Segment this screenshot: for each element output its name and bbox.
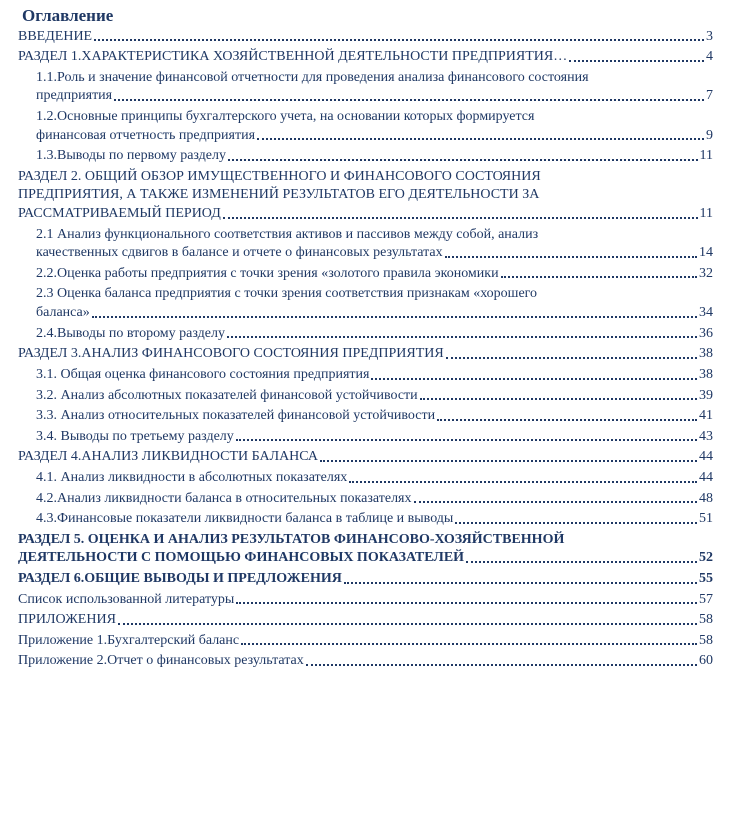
toc-entry-last-line — [18, 652, 713, 671]
toc-leader-dots — [94, 38, 704, 41]
toc-page-number: 32 — [699, 265, 713, 281]
toc-page-number: 58 — [699, 612, 713, 628]
toc-page-number: 4 — [706, 49, 713, 65]
toc-page-number: 3 — [706, 28, 713, 44]
toc-entry-text: 3.4. Выводы по третьему разделу — [36, 428, 234, 444]
toc-leader-dots — [446, 356, 697, 359]
toc-leader-dots — [445, 255, 697, 258]
toc-leader-dots — [414, 500, 698, 503]
toc-entry-last-line — [36, 127, 713, 146]
toc-page-number: 41 — [699, 408, 713, 424]
toc-entry-last-line — [36, 265, 713, 284]
toc-entry[interactable] — [18, 510, 713, 529]
toc-leader-dots — [420, 397, 697, 400]
toc-entry-last-line — [18, 448, 713, 467]
toc-page-number: 48 — [699, 490, 713, 506]
toc-page-number: 44 — [699, 469, 713, 485]
toc-page-number: 39 — [699, 387, 713, 403]
toc-entry-text: РАЗДЕЛ 1.ХАРАКТЕРИСТИКА ХОЗЯЙСТВЕННОЙ ДЕЯТЕЛЬНОСТИ ПРЕДПРИЯТИЯ… — [18, 49, 568, 65]
toc-page-number: 52 — [699, 550, 713, 566]
toc-leader-dots — [236, 601, 697, 604]
toc-page-number: 7 — [706, 88, 713, 104]
toc-entry[interactable] — [18, 611, 713, 630]
toc-entry-text: 2.4.Выводы по второму разделу — [36, 325, 225, 341]
toc-page-number: 9 — [706, 127, 713, 143]
toc-entry-last-line — [36, 428, 713, 447]
toc-entry[interactable] — [18, 448, 713, 467]
toc-page-number: 60 — [699, 653, 713, 669]
toc-entry[interactable] — [18, 387, 713, 406]
toc-entry-text: РАЗДЕЛ 3.АНАЛИЗ ФИНАНСОВОГО СОСТОЯНИЯ ПРЕДПРИЯТИЯ — [18, 346, 444, 362]
toc-page-number: 58 — [699, 632, 713, 648]
toc-entry-last-line — [36, 325, 713, 344]
toc-entry-last-line — [18, 345, 713, 364]
toc-leader-dots — [569, 59, 704, 62]
toc-entry-last-line — [18, 205, 713, 224]
toc-entry-text: 1.3.Выводы по первому разделу — [36, 148, 227, 164]
toc-entry-text: ВВЕДЕНИЕ — [18, 28, 93, 44]
toc-entry-text: финансовая отчетность предприятия — [36, 127, 256, 143]
toc-page-number: 36 — [699, 325, 713, 341]
toc-entry[interactable] — [18, 168, 713, 224]
toc-entry-text: Приложение 2.Отчет о финансовых результатах — [18, 653, 304, 669]
toc-entry-last-line — [18, 549, 713, 568]
toc-entry[interactable] — [18, 226, 713, 263]
toc-leader-dots — [227, 335, 697, 338]
toc-leader-dots — [437, 418, 697, 421]
toc-page-number: 34 — [699, 305, 713, 321]
toc-entry-text: качественных сдвигов в балансе и отчете о финансовых результатах — [36, 245, 443, 261]
toc-entry[interactable] — [18, 407, 713, 426]
toc-entry-text: РАССМАТРИВАЕМЫЙ ПЕРИОД — [18, 206, 221, 222]
toc-entry-last-line — [36, 244, 713, 263]
toc-leader-dots — [320, 459, 697, 462]
toc-entry-last-line — [36, 469, 713, 488]
toc-page-number: 38 — [699, 346, 713, 362]
toc-page-number: 55 — [699, 571, 713, 586]
toc-entry-text: ПРИЛОЖЕНИЯ — [18, 612, 116, 628]
toc-entry[interactable] — [18, 469, 713, 488]
toc-entry[interactable] — [18, 591, 713, 610]
toc-leader-dots — [257, 137, 704, 140]
toc-leader-dots — [236, 438, 697, 441]
toc-entry-text: 2.2.Оценка работы предприятия с точки зрения «золотого правила экономики — [36, 265, 499, 281]
toc-entry[interactable] — [18, 345, 713, 364]
toc-entry[interactable] — [18, 108, 713, 145]
toc-entry[interactable] — [18, 531, 713, 568]
toc-page-number: 14 — [699, 245, 713, 261]
toc-entry-line: 2.1 Анализ функционального соответствия активов и пассивов между собой, анализ — [36, 226, 539, 242]
toc-leader-dots — [114, 98, 704, 101]
toc-entry-text: 3.3. Анализ относительных показателей финансовой устойчивости — [36, 408, 436, 424]
toc-leader-dots — [466, 560, 697, 563]
toc-entry-text: 4.2.Анализ ликвидности баланса в относительных показателях — [36, 490, 412, 506]
toc-leader-dots — [501, 275, 697, 278]
toc-entry[interactable] — [18, 69, 713, 106]
toc-entry-text: ДЕЯТЕЛЬНОСТИ С ПОМОЩЬЮ ФИНАНСОВЫХ ПОКАЗАТЕЛЕЙ — [18, 550, 465, 566]
toc-entry-text: РАЗДЕЛ 6.ОБЩИЕ ВЫВОДЫ И ПРЕДЛОЖЕНИЯ — [18, 571, 342, 586]
toc-leader-dots — [306, 663, 697, 666]
toc-entry-text: РАЗДЕЛ 4.АНАЛИЗ ЛИКВИДНОСТИ БАЛАНСА — [18, 449, 319, 465]
toc-page-number: 44 — [699, 449, 713, 465]
toc-entry-line: 1.1.Роль и значение финансовой отчетности для проведения анализа финансового состояния — [36, 69, 589, 85]
toc-entry-last-line — [36, 490, 713, 509]
toc-entry-last-line — [18, 632, 713, 651]
toc-entry-last-line — [36, 366, 713, 385]
toc-entry-text: Приложение 1.Бухгалтерский баланс — [18, 632, 240, 648]
toc-entry-line: ПРЕДПРИЯТИЯ, А ТАКЖЕ ИЗМЕНЕНИЙ РЕЗУЛЬТАТОВ ЕГО ДЕЯТЕЛЬНОСТИ ЗА — [18, 187, 540, 203]
toc-entry-line: РАЗДЕЛ 2. ОБЩИЙ ОБЗОР ИМУЩЕСТВЕННОГО И ФИНАНСОВОГО СОСТОЯНИЯ — [18, 168, 541, 184]
toc-entry-last-line — [36, 304, 713, 323]
toc-entry-text: 3.1. Общая оценка финансового состояния предприятия — [36, 366, 370, 382]
toc-page-number: 51 — [699, 511, 713, 527]
toc-entry-last-line — [36, 147, 713, 166]
toc-entry-last-line — [36, 87, 713, 106]
toc-entry-last-line — [36, 407, 713, 426]
toc-entry-line: РАЗДЕЛ 5. ОЦЕНКА И АНАЛИЗ РЕЗУЛЬТАТОВ ФИНАНСОВО-ХОЗЯЙСТВЕННОЙ — [18, 531, 565, 547]
toc-entry-text: 3.2. Анализ абсолютных показателей финансовой устойчивости — [36, 387, 418, 403]
table-of-contents — [18, 28, 713, 672]
toc-entry-line: 2.3 Оценка баланса предприятия с точки зрения соответствия признакам «хорошего — [36, 286, 538, 302]
toc-entry[interactable] — [18, 490, 713, 509]
toc-entry[interactable] — [18, 265, 713, 284]
toc-entry[interactable] — [18, 366, 713, 385]
toc-entry-text: 4.3.Финансовые показатели ликвидности баланса в таблице и выводы — [36, 511, 454, 527]
toc-entry-last-line — [36, 387, 713, 406]
toc-entry[interactable] — [18, 632, 713, 651]
toc-entry[interactable] — [18, 147, 713, 166]
toc-entry[interactable] — [18, 570, 713, 589]
toc-leader-dots — [349, 480, 697, 483]
toc-leader-dots — [371, 377, 697, 380]
toc-entry-line: 1.2.Основные принципы бухгалтерского учета, на основании которых формируется — [36, 108, 535, 124]
toc-entry[interactable] — [18, 428, 713, 447]
toc-entry[interactable] — [18, 285, 713, 322]
toc-leader-dots — [92, 315, 697, 318]
toc-entry-last-line — [18, 570, 713, 589]
toc-leader-dots — [228, 158, 698, 161]
toc-page-number: 57 — [699, 591, 713, 607]
toc-leader-dots — [118, 622, 697, 625]
toc-leader-dots — [241, 642, 697, 645]
toc-entry-text: 4.1. Анализ ликвидности в абсолютных показателях — [36, 469, 348, 485]
toc-entry[interactable] — [18, 48, 713, 67]
toc-entry-text: предприятия — [36, 88, 113, 104]
toc-leader-dots — [223, 216, 698, 219]
toc-entry-last-line — [18, 591, 713, 610]
toc-page-number: 43 — [699, 428, 713, 444]
toc-leader-dots — [455, 521, 697, 524]
toc-page-number: 38 — [699, 366, 713, 382]
toc-entry-last-line — [36, 510, 713, 529]
page-title: Оглавление — [22, 6, 114, 25]
toc-entry-last-line — [18, 611, 713, 630]
toc-entry[interactable] — [18, 325, 713, 344]
toc-entry[interactable] — [18, 652, 713, 671]
toc-leader-dots — [344, 581, 697, 584]
toc-entry-last-line — [18, 28, 713, 47]
toc-page-number: 11 — [699, 206, 713, 222]
toc-entry-text: баланса» — [36, 305, 90, 321]
toc-entry-text: Список использованной литературы — [18, 591, 235, 607]
toc-entry[interactable] — [18, 28, 713, 47]
toc-entry-last-line — [18, 48, 713, 67]
toc-page-number: 11 — [699, 148, 713, 164]
